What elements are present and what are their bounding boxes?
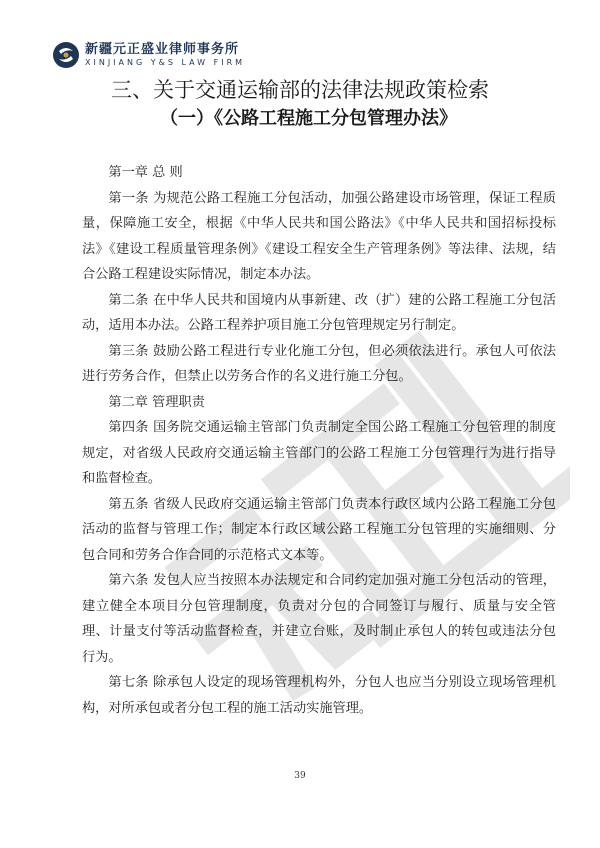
subsection-title: （一）《公路工程施工分包管理办法》 xyxy=(160,108,457,129)
chapter-heading: 第一章 总 则 xyxy=(108,165,183,180)
firm-name-en: XINJIANG Y&S LAW FIRM xyxy=(85,58,246,67)
article-paragraph: 第四条 国务院交通运输主管部门负责制定全国公路工程施工分包管理的制度规定，对省级人民政府交通运输主管部门的公路工程施工分包管理行为进行指导和监督检查。 xyxy=(82,420,556,486)
letterhead xyxy=(53,35,245,75)
firm-logo-icon xyxy=(53,42,79,68)
article-paragraph: 第七条 除承包人设定的现场管理机构外，分包人也应当分别设立现场管理机构，对所承包或者分包工程的施工活动实施管理。 xyxy=(82,675,556,716)
article-paragraph: 第二条 在中华人民共和国境内从事新建、改（扩）建的公路工程施工分包活动，适用本办法。公路工程养护项目施工分包管理规定另行制定。 xyxy=(82,292,556,333)
page-number: 39 xyxy=(294,771,306,781)
article-paragraph: 第六条 发包人应当按照本办法规定和合同约定加强对施工分包活动的管理，建立健全本项目分包管理制度，负责对分包的合同签订与履行、质量与安全管理、计量支付等活动监督检查，并建立台账，及时制止承包人的转包或违法分包行为。 xyxy=(82,573,556,665)
chapter-heading: 第二章 管理职责 xyxy=(108,394,205,410)
section-title: 三、关于交通运输部的法律法规政策检索 xyxy=(111,78,489,102)
article-paragraph: 第一条 为规范公路工程施工分包活动，加强公路建设市场管理，保证工程质量，保障施工安全，根据《中华人民共和国公路法》《中华人民共和国招标投标法》《建设工程质量管理条例》《建设工程安全生产管理条例》等法律、法规，结合公路工程建设实际情况，制定本办法。 xyxy=(82,190,556,282)
firm-name-cn: 新疆元正盛业律师事务所 xyxy=(85,42,240,57)
article-body xyxy=(82,160,556,721)
article-paragraph: 第五条 省级人民政府交通运输主管部门负责本行政区域内公路工程施工分包活动的监督与管理工作；制定本行政区域公路工程施工分包管理的实施细则、分包合同和劳务合作合同的示范格式文本等。 xyxy=(82,496,556,563)
article-paragraph: 第三条 鼓励公路工程进行专业化施工分包，但必须依法进行。承包人可依法进行劳务合作，但禁止以劳务合作的名义进行施工分包。 xyxy=(82,343,556,384)
